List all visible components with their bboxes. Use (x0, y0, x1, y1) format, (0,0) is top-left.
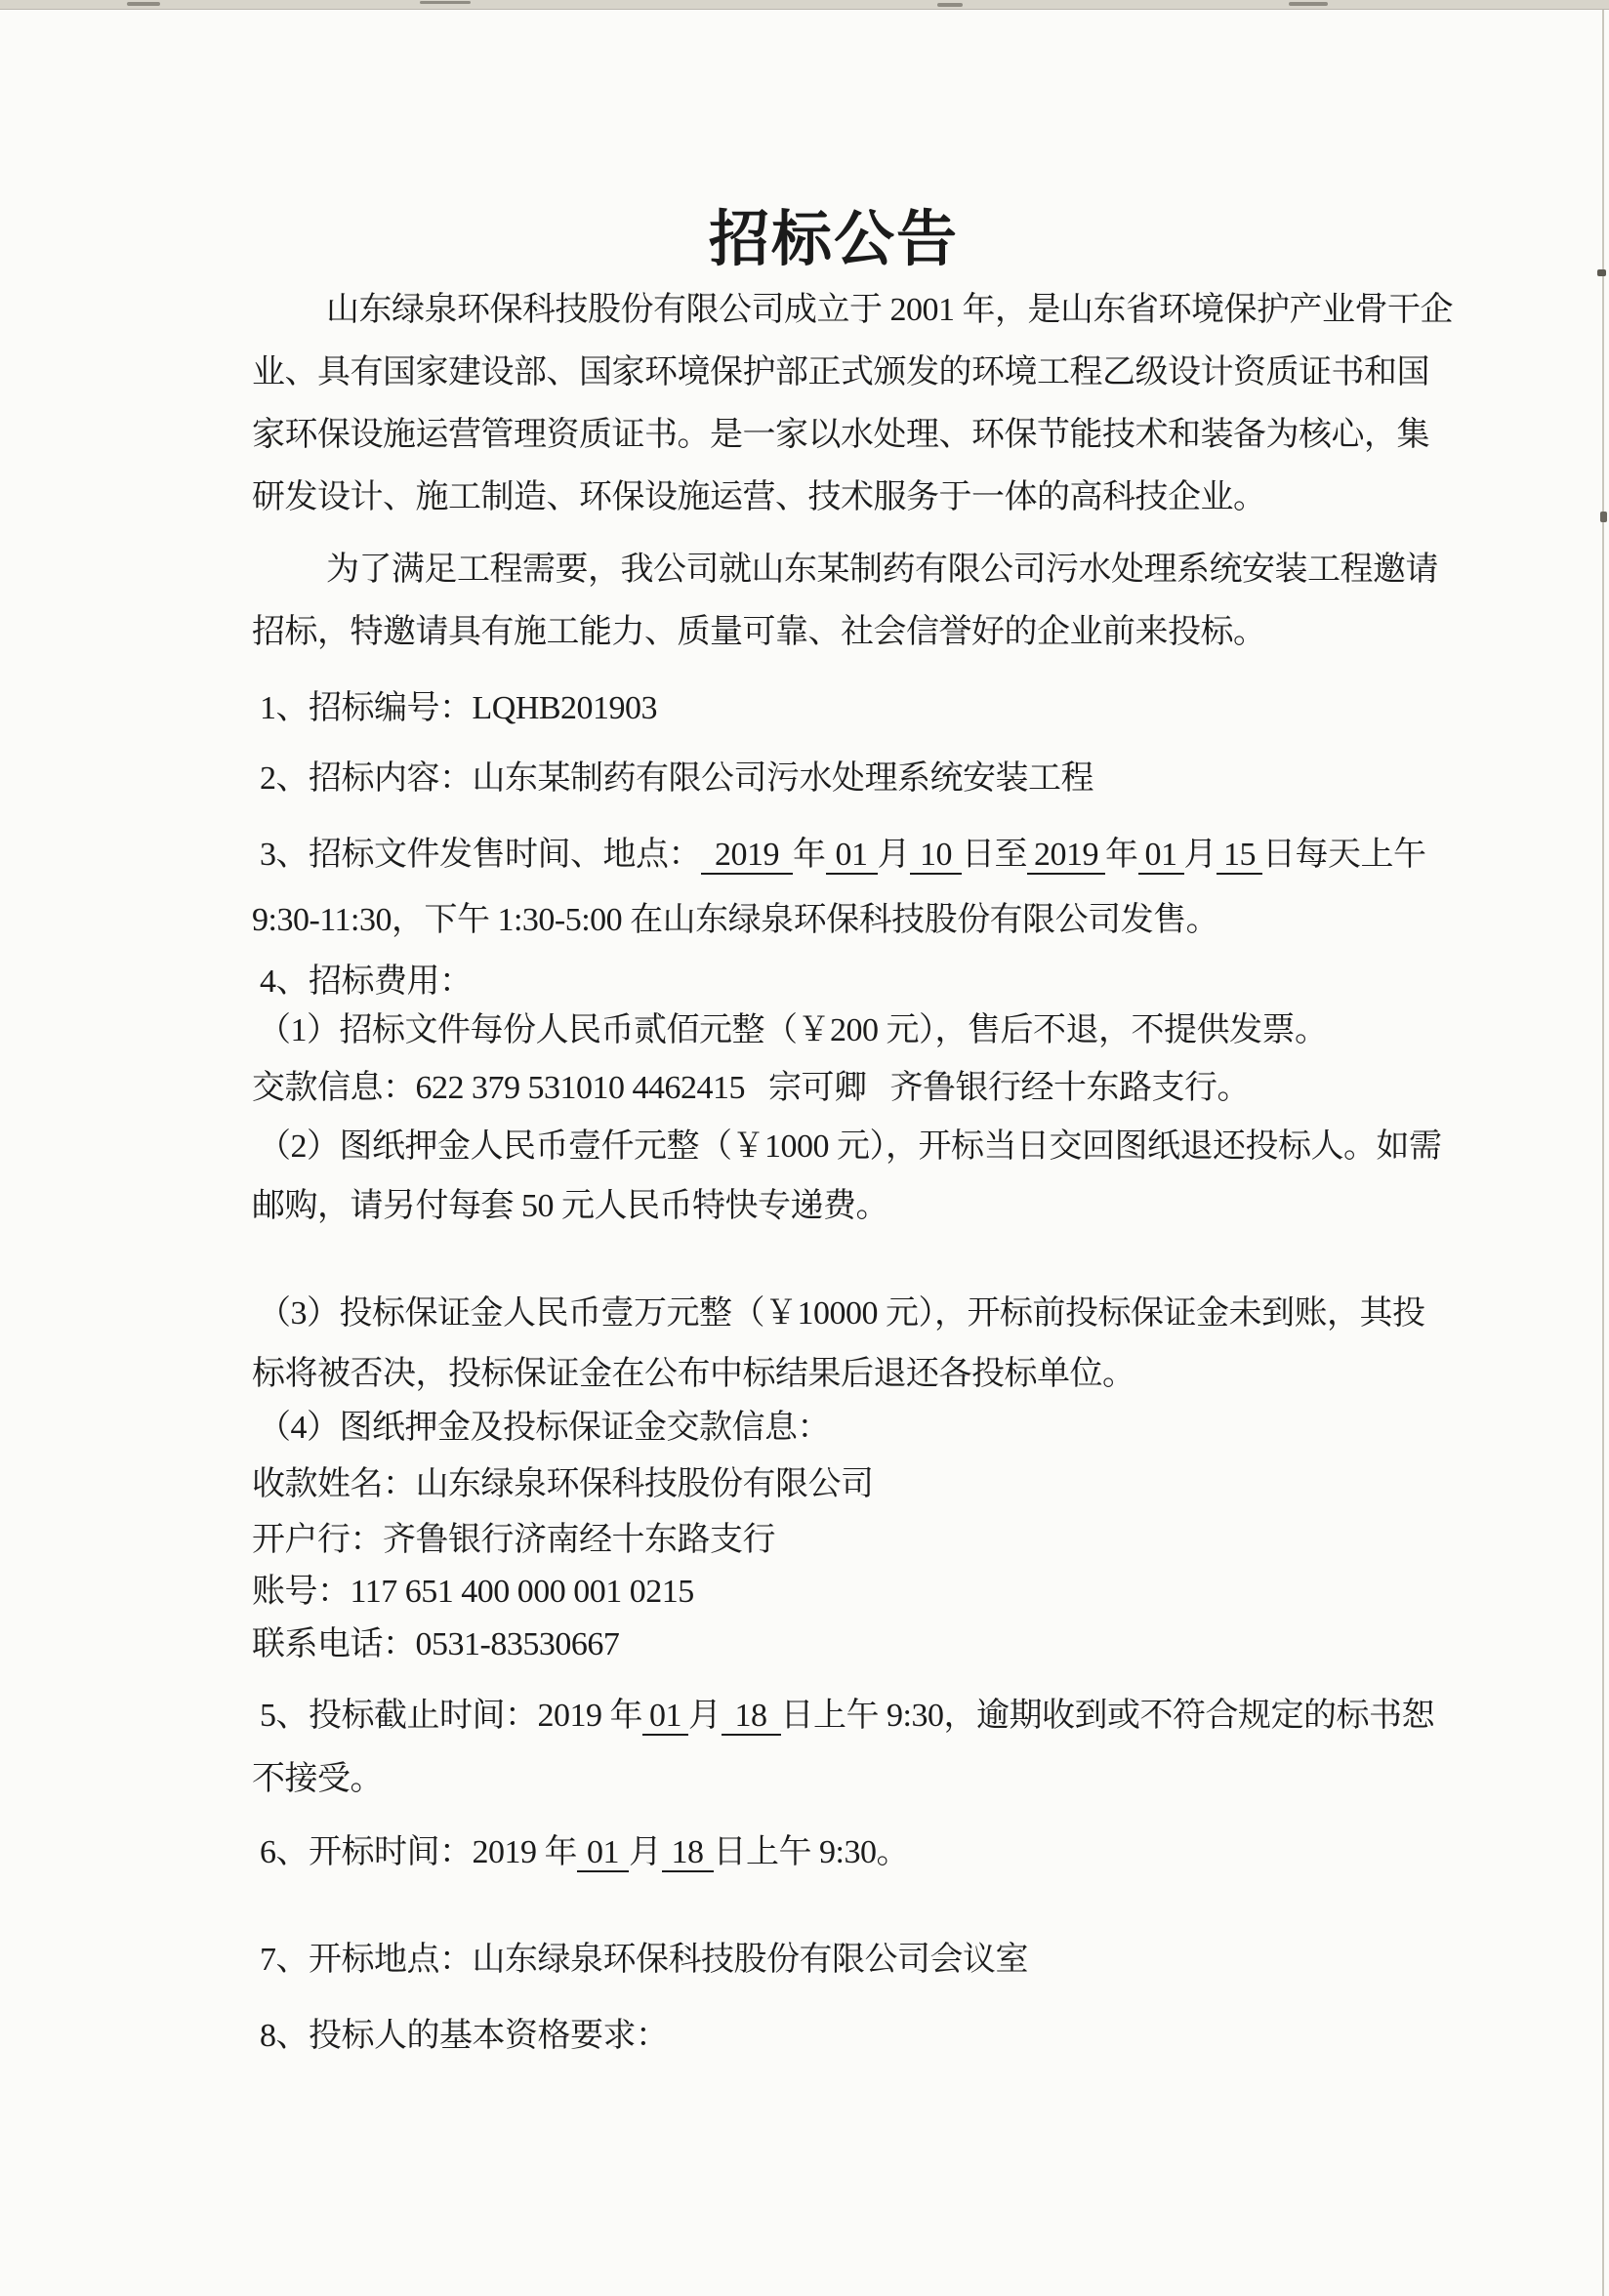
sale-end-year: 2019 (1027, 837, 1105, 875)
payment-info-line: 交款信息：622 379 531010 4462415 宗可卿 齐鲁银行经十东路支行。 (252, 1070, 1250, 1106)
fees-heading: 4、招标费用： (260, 964, 473, 1000)
year-label: 年 (793, 837, 826, 873)
scan-speck (1289, 2, 1328, 6)
opening-place-line: 7、开标地点：山东绿泉环保科技股份有限公司会议室 (260, 1942, 1028, 1978)
scan-speck (420, 1, 471, 4)
opening-time-prefix: 6、开标时间：2019 年 (260, 1834, 577, 1870)
sale-time-line (260, 836, 1426, 875)
bid-bond-line2: 标将被否决，投标保证金在公布中标结果后退还各投标单位。 (252, 1356, 1135, 1392)
sale-time-prefix: 3、招标文件发售时间、地点： (260, 837, 701, 873)
sale-time-suffix: 日每天上午 (1262, 837, 1426, 873)
sale-start-month: 01 (826, 837, 878, 875)
opening-month: 01 (577, 1834, 629, 1872)
intro1-line3: 家环保设施运营管理资质证书。是一家以水处理、环保节能技术和装备为核心，集 (252, 417, 1429, 453)
month-label: 月 (629, 1834, 662, 1870)
year-label: 年 (1105, 837, 1138, 873)
intro1-line2: 业、具有国家建设部、国家环境保护部正式颁发的环境工程乙级设计资质证书和国 (252, 354, 1429, 390)
month-label: 月 (877, 837, 910, 873)
to-label: 日至 (962, 837, 1027, 873)
payee-name-line: 收款姓名：山东绿泉环保科技股份有限公司 (252, 1466, 874, 1502)
sale-time-line2: 9:30-11:30，下午 1:30-5:00 在山东绿泉环保科技股份有限公司发售。 (252, 902, 1219, 938)
scan-right-edge (1602, 10, 1604, 2296)
drawing-deposit-line1: （2）图纸押金人民币壹仟元整（￥1000 元），开标当日交回图纸退还投标人。如需 (258, 1128, 1442, 1165)
scan-speck (1600, 512, 1607, 522)
bid-deadline-line (260, 1697, 1434, 1736)
bank-line: 开户行：齐鲁银行济南经十东路支行 (252, 1522, 775, 1558)
opening-time-suffix: 日上午 9:30。 (713, 1834, 909, 1870)
intro2-line1: 为了满足工程需要，我公司就山东某制药有限公司污水处理系统安装工程邀请 (326, 552, 1438, 588)
bid-deadline-line2: 不接受。 (252, 1761, 383, 1797)
sale-end-day: 15 (1217, 837, 1262, 875)
bid-deadline-month: 01 (642, 1698, 688, 1736)
scan-top-edge (0, 0, 1609, 10)
phone-line: 联系电话：0531-83530667 (252, 1626, 620, 1662)
bid-deadline-suffix: 日上午 9:30，逾期收到或不符合规定的标书恕 (780, 1698, 1434, 1734)
bid-deadline-day: 18 (722, 1698, 781, 1736)
month-label: 月 (688, 1698, 722, 1734)
deposit-payment-heading: （4）图纸押金及投标保证金交款信息： (258, 1410, 830, 1446)
doc-title: 招标公告 (708, 207, 959, 273)
intro1-line4: 研发设计、施工制造、环保设施运营、技术服务于一体的高科技企业。 (252, 479, 1266, 515)
opening-day: 18 (662, 1834, 714, 1872)
intro2-line2: 招标，特邀请具有施工能力、质量可靠、社会信誉好的企业前来投标。 (252, 614, 1266, 650)
sale-start-day: 10 (910, 837, 962, 875)
account-number-line: 账号：117 651 400 000 001 0215 (252, 1574, 694, 1610)
drawing-deposit-line2: 邮购，请另付每套 50 元人民币特快专递费。 (252, 1188, 888, 1224)
sale-end-month: 01 (1138, 837, 1184, 875)
scan-speck (937, 3, 963, 7)
intro1-line1: 山东绿泉环保科技股份有限公司成立于 2001 年，是山东省环境保护产业骨干企 (326, 292, 1453, 328)
fee-document-line: （1）招标文件每份人民币贰佰元整（￥200 元），售后不退，不提供发票。 (258, 1012, 1328, 1048)
bid-deadline-prefix: 5、投标截止时间：2019 年 (260, 1698, 642, 1734)
tender-content-line: 2、招标内容：山东某制药有限公司污水处理系统安装工程 (260, 760, 1093, 797)
bidder-requirements-line: 8、投标人的基本资格要求： (260, 2018, 669, 2054)
sale-start-year: 2019 (701, 837, 793, 875)
tender-number-line: 1、招标编号：LQHB201903 (260, 690, 658, 726)
scan-speck (127, 2, 160, 6)
month-label: 月 (1183, 837, 1217, 873)
opening-time-line (260, 1833, 909, 1872)
bid-bond-line1: （3）投标保证金人民币壹万元整（￥10000 元），开标前投标保证金未到账，其投 (258, 1295, 1425, 1332)
